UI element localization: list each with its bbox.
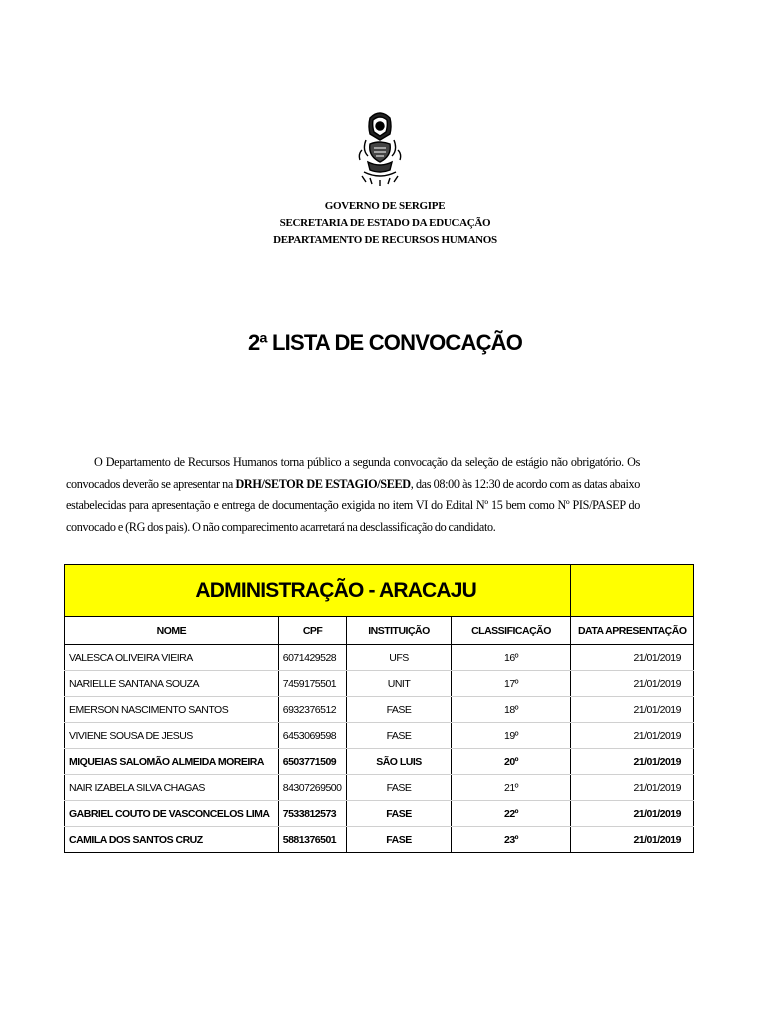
table-row xyxy=(65,827,694,853)
page-title: 2ª LISTA DE CONVOCAÇÃO xyxy=(247,330,523,355)
notice-text-bold: DRH/SETOR DE ESTAGIO/SEED xyxy=(235,476,411,491)
cell-institution: UNIT xyxy=(347,671,451,697)
cell-cpf: 6932376512 xyxy=(278,697,347,723)
cell-institution: FASE xyxy=(347,723,451,749)
cell-date: 21/01/2019 xyxy=(571,749,694,775)
convocation-table xyxy=(64,564,694,853)
table-banner-empty xyxy=(571,565,694,617)
cell-classification: 16º xyxy=(451,645,571,671)
cell-name: MIQUEIAS SALOMÃO ALMEIDA MOREIRA xyxy=(65,749,279,775)
cell-name: VIVIENE SOUSA DE JESUS xyxy=(65,723,279,749)
cell-name: CAMILA DOS SANTOS CRUZ xyxy=(65,827,279,853)
cell-cpf: 6071429528 xyxy=(278,645,347,671)
cell-classification: 17º xyxy=(451,671,571,697)
cell-name: GABRIEL COUTO DE VASCONCELOS LIMA xyxy=(65,801,279,827)
cell-institution: SÃO LUIS xyxy=(347,749,451,775)
cell-cpf: 7533812573 xyxy=(278,801,347,827)
cell-institution: FASE xyxy=(347,827,451,853)
table-row xyxy=(65,697,694,723)
table-row xyxy=(65,723,694,749)
column-header-name: NOME xyxy=(65,617,279,645)
cell-date: 21/01/2019 xyxy=(571,697,694,723)
notice-text-part2: , das 08:00 às 12:30 de acordo com as datas abaixo estabelecidas para apresentação e entrega de documentação exigida no item VI do Edital Nº 15 bem como Nº PIS/PASEP do convocado e (RG dos pais). O não comparecimento acarretará na desclassificação do candidato. xyxy=(66,476,640,534)
column-header-date: DATA APRESENTAÇÃO xyxy=(571,617,694,645)
cell-date: 21/01/2019 xyxy=(571,801,694,827)
header xyxy=(0,198,770,249)
column-header-cpf: CPF xyxy=(278,617,347,645)
cell-classification: 18º xyxy=(451,697,571,723)
column-header-classification: CLASSIFICAÇÃO xyxy=(451,617,571,645)
table-row xyxy=(65,749,694,775)
cell-classification: 21º xyxy=(451,775,571,801)
cell-institution: FASE xyxy=(347,775,451,801)
cell-institution: FASE xyxy=(347,801,451,827)
cell-date: 21/01/2019 xyxy=(571,827,694,853)
header-line-department: DEPARTAMENTO DE RECURSOS HUMANOS xyxy=(273,234,497,246)
cell-name: NAIR IZABELA SILVA CHAGAS xyxy=(65,775,279,801)
header-line-government: GOVERNO DE SERGIPE xyxy=(324,200,446,212)
table-banner-title: ADMINISTRAÇÃO - ARACAJU xyxy=(65,565,571,617)
cell-cpf: 5881376501 xyxy=(278,827,347,853)
cell-name: VALESCA OLIVEIRA VIEIRA xyxy=(65,645,279,671)
table-banner-row xyxy=(65,565,694,617)
table-row xyxy=(65,775,694,801)
table-row xyxy=(65,645,694,671)
cell-institution: FASE xyxy=(347,697,451,723)
notice-paragraph xyxy=(66,452,640,538)
cell-date: 21/01/2019 xyxy=(571,645,694,671)
cell-institution: UFS xyxy=(347,645,451,671)
cell-classification: 23º xyxy=(451,827,571,853)
cell-date: 21/01/2019 xyxy=(571,671,694,697)
cell-date: 21/01/2019 xyxy=(571,723,694,749)
cell-classification: 19º xyxy=(451,723,571,749)
cell-cpf: 6503771509 xyxy=(278,749,347,775)
cell-classification: 22º xyxy=(451,801,571,827)
cell-name: NARIELLE SANTANA SOUZA xyxy=(65,671,279,697)
convocation-table-wrapper xyxy=(64,564,694,853)
header-line-secretariat: SECRETARIA DE ESTADO DA EDUCAÇÃO xyxy=(279,217,491,229)
cell-date: 21/01/2019 xyxy=(571,775,694,801)
cell-name: EMERSON NASCIMENTO SANTOS xyxy=(65,697,279,723)
table-row xyxy=(65,671,694,697)
cell-cpf: 84307269500 xyxy=(278,775,347,801)
column-header-institution: INSTITUIÇÃO xyxy=(347,617,451,645)
table-row xyxy=(65,801,694,827)
coat-of-arms-icon xyxy=(356,110,404,188)
table-header-row xyxy=(65,617,694,645)
cell-cpf: 6453069598 xyxy=(278,723,347,749)
cell-cpf: 7459175501 xyxy=(278,671,347,697)
cell-classification: 20º xyxy=(451,749,571,775)
notice-text-part1: O Departamento de Recursos Humanos torna público a segunda convocação da seleção de estágio não obrigatório. Os convocados deverão se apresentar na xyxy=(66,455,640,491)
